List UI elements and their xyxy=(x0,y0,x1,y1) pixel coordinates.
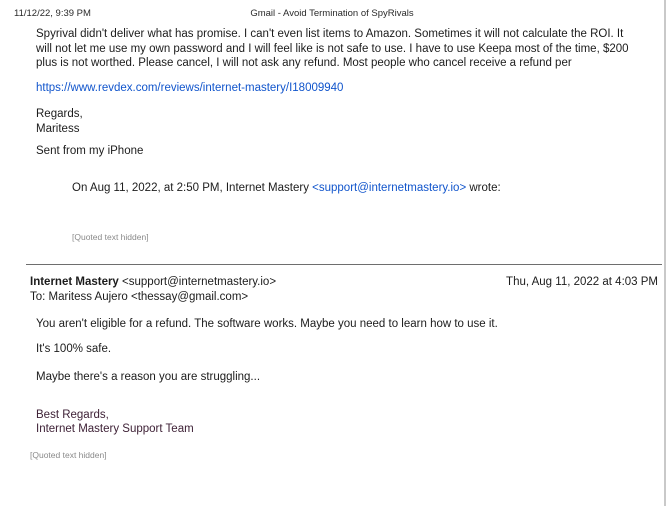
quote-prefix: On Aug 11, 2022, at 2:50 PM, Internet Mastery xyxy=(72,181,313,194)
quote-suffix: wrote: xyxy=(466,181,501,194)
message-2-header xyxy=(30,275,658,290)
sender-name: Maritess xyxy=(36,122,80,135)
message-1-link-line xyxy=(36,81,640,96)
print-title: Gmail - Avoid Termination of SpyRivals xyxy=(250,8,414,19)
support-email-link[interactable]: <support@internetmastery.io> xyxy=(312,181,467,194)
message-2 xyxy=(0,275,664,461)
print-timestamp: 11/12/22, 9:39 PM xyxy=(14,8,91,19)
message-2-signature xyxy=(36,408,664,437)
message-2-paragraph-3: Maybe there's a reason you are struggling... xyxy=(36,371,261,383)
signature-line-2: Internet Mastery Support Team xyxy=(36,423,194,435)
signature-line-1: Best Regards, xyxy=(36,408,109,421)
message-2-paragraph-2: It's 100% safe. xyxy=(36,342,112,355)
sent-from-line: Sent from my iPhone xyxy=(36,145,144,157)
quoted-text-hidden-1: [Quoted text hidden] xyxy=(72,232,149,242)
signoff-text: Regards, xyxy=(36,108,83,120)
print-header xyxy=(0,0,664,20)
message-1-body: Spyrival didn't deliver what has promise. I can't even list items to Amazon. Sometimes it will not calculate the ROI. It will not let me use my own password and I will feel like is not safe to use. I have to use Keepa most of the time, $200 plus is not worthed. Please cancel, I will not ask any refund. Most people who cancel receive a refund per xyxy=(36,28,629,69)
message-2-date: Thu, Aug 11, 2022 at 4:03 PM xyxy=(506,276,658,288)
message-2-sender-email: <support@internetmastery.io> xyxy=(118,276,277,288)
quoted-text-hidden-2: [Quoted text hidden] xyxy=(30,449,107,460)
message-divider xyxy=(26,264,662,265)
message-1 xyxy=(0,27,664,243)
quote-header xyxy=(72,181,664,196)
message-2-paragraph-1: You aren't eligible for a refund. The software works. Maybe you need to learn how to use it. xyxy=(36,318,498,330)
message-2-from xyxy=(30,275,276,290)
revdex-review-link[interactable]: https://www.revdex.com/reviews/internet-mastery/I18009940 xyxy=(36,81,344,94)
message-2-to: To: Maritess Aujero <thessay@gmail.com> xyxy=(30,290,249,303)
message-2-sender-name: Internet Mastery xyxy=(30,276,119,288)
message-1-signoff xyxy=(36,107,640,136)
